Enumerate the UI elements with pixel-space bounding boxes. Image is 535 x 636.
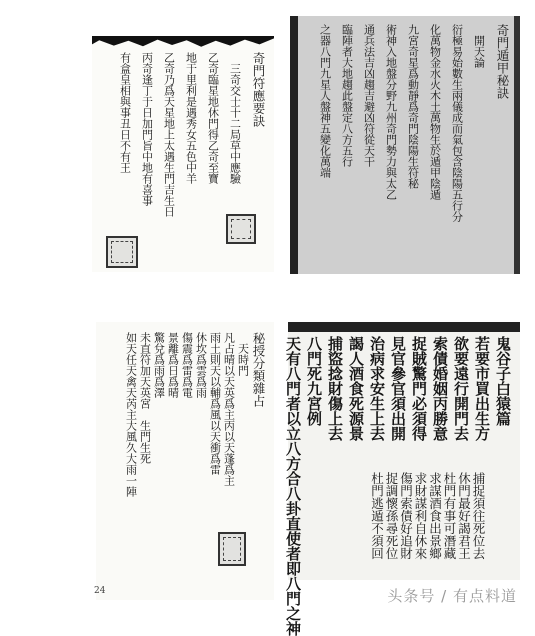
scan-edge	[288, 322, 520, 332]
scan-page-top-right	[290, 16, 520, 274]
text-column: 化萬物金水火木土萬物生於遁甲陰遁	[428, 24, 442, 200]
text-column: 奇門遁甲秘訣	[495, 24, 510, 99]
text-column: 三奇交士十二局草中應驗	[228, 52, 242, 184]
text-column: 開天論	[472, 24, 486, 68]
text-column: 休門最好謁君王	[456, 472, 472, 560]
torn-edge	[92, 36, 274, 48]
text-column: 衍極易始數生兩儀成而氣包含陰陽五行分	[450, 24, 464, 222]
text-column: 雨土則天以輔爲風以天衝爲雷	[208, 332, 222, 475]
scan-edge	[290, 16, 298, 274]
text-column: 索債婚姻丙勝意	[431, 336, 449, 441]
text-column: 捕盜捻財傷上去	[326, 336, 344, 441]
text-column: 如天任天禽天芮主大風久大雨一陣	[124, 332, 138, 497]
text-column: 捉賊驚門必須得	[410, 336, 428, 441]
text-column: 秘授分類雜占	[251, 332, 266, 407]
watermark: 头条号 / 有点料道	[387, 587, 517, 605]
text-column: 傷門索債好追財	[398, 472, 414, 560]
text-column: 杜門有事可潛藏	[442, 472, 457, 560]
text-column: 欲要遠行開門去	[452, 336, 470, 441]
text-column: 乙奇乃爲天星地上太遇生門吉生日	[162, 52, 176, 217]
text-column: 術神入地盤分野九州奇門勢力與太乙	[384, 24, 398, 200]
text-column: 有盒皇相與事丑日不有王	[118, 52, 132, 173]
text-column: 治病求安生上去	[368, 336, 386, 441]
text-column: 地于里利是遇秀女五色中羊	[184, 52, 198, 184]
text-column: 臨陣者大地趨此盤定八方五行	[340, 24, 354, 167]
text-column: 奇門符應要訣	[251, 52, 266, 127]
text-column: 杜門逃遁不須回	[369, 472, 385, 560]
text-columns-lower	[370, 472, 484, 572]
text-column: 休坎爲雲爲雨	[194, 332, 208, 398]
text-column: 捉調懷孫尋死位	[384, 472, 399, 560]
text-column: 鬼谷子白猿篇	[494, 336, 512, 426]
text-column: 求財謀利自休來	[413, 472, 428, 560]
text-column: 天時門	[236, 332, 250, 376]
seal-stamp	[106, 236, 138, 268]
seal-stamp	[218, 532, 246, 566]
scan-edge	[514, 16, 520, 274]
text-column: 之器八門九星人盤神五變化萬端	[318, 24, 332, 178]
text-columns	[320, 24, 509, 268]
text-column: 通兵法吉凶趨吉避凶符從天干	[362, 24, 376, 167]
page-number: 24	[94, 586, 106, 596]
text-column: 未直符加天英宮 生門生死	[138, 332, 152, 464]
seal-stamp	[226, 214, 256, 244]
scan-page-bottom-left	[96, 322, 274, 600]
text-column: 謁人酒食死源景	[347, 336, 365, 441]
text-column: 傷震爲雷爲電	[180, 332, 194, 398]
text-column: 乙奇臨星地休門得乙奇至寶	[206, 52, 220, 184]
text-column: 求謀酒食出景鄉	[427, 472, 443, 560]
text-column: 見官參官須出開	[389, 336, 407, 441]
text-column: 天有八門者以立八方合八卦直使者即八門之神	[284, 336, 302, 636]
text-column: 若要市買出生方	[473, 336, 491, 441]
text-column: 捕捉須往死位去	[471, 472, 486, 560]
scan-page-top-left	[92, 36, 274, 272]
text-column: 驚兌爲雨爲澤	[152, 332, 166, 398]
text-column: 八門死九宮例	[305, 336, 323, 426]
text-column: 凡占晴以天英爲主丙以天蓬爲主	[222, 332, 236, 486]
text-column: 丙奇逢丁于日加門旨中地有喜事	[140, 52, 154, 206]
text-column: 九宮奇星爲動靜爲奇門陰陽生符秘	[406, 24, 420, 189]
text-column: 景離爲日爲晴	[166, 332, 180, 398]
